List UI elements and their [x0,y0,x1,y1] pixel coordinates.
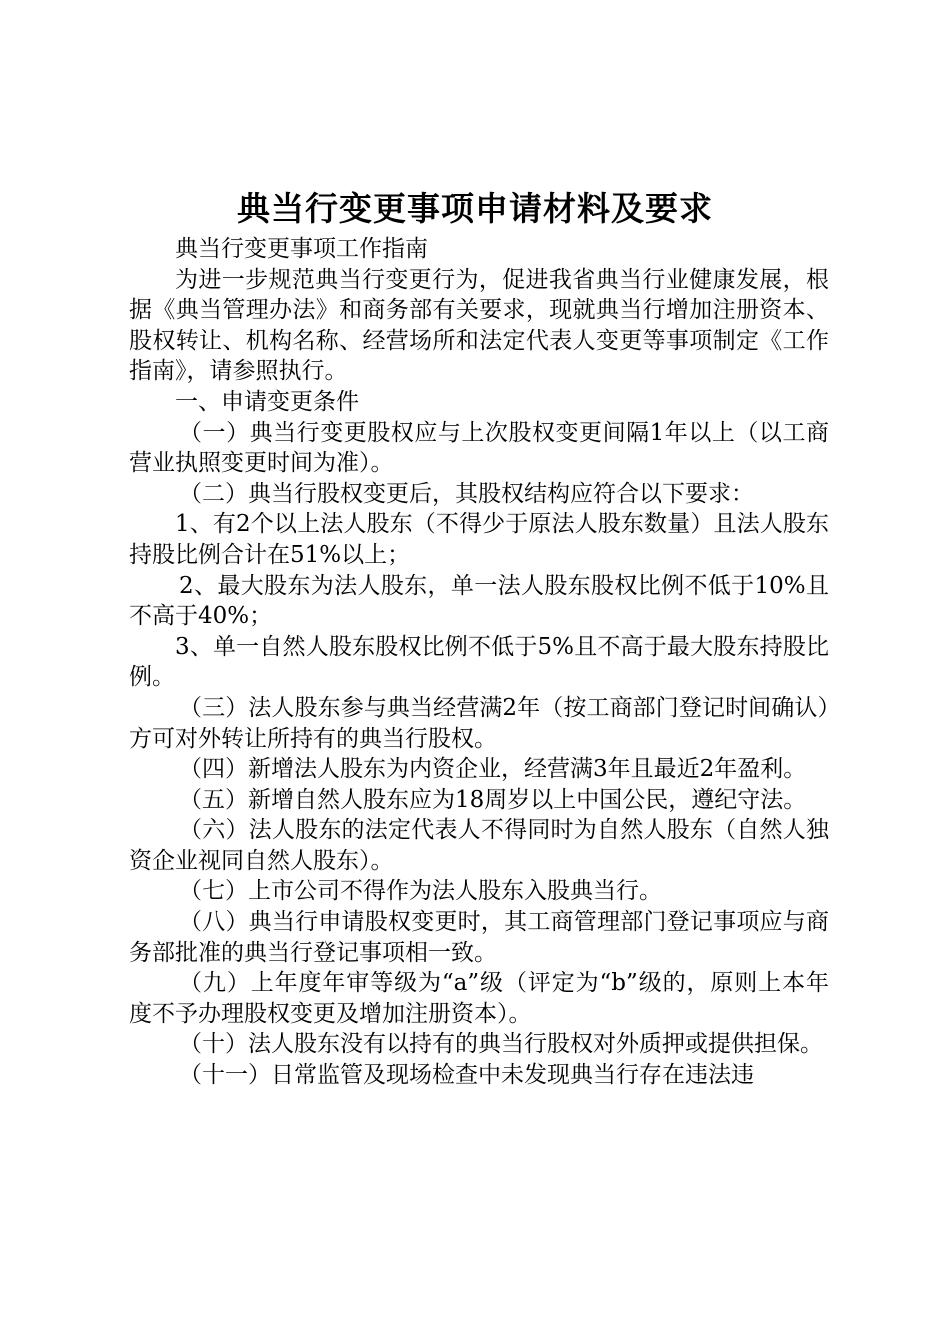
paragraph-condition-8: （八）典当行申请股权变更时，其工商管理部门登记事项应与商务部批准的典当行登记事项相一致。 [129,909,829,966]
paragraph-condition-4: （四）新增法人股东为内资企业，经营满3年且最近2年盈利。 [179,756,807,783]
paragraph-condition-3: （三）法人股东参与典当经营满2年（按工商部门登记时间确认）方可对外转让所持有的典当行股权。 [129,694,829,752]
paragraph-condition-2: （二）典当行股权变更后，其股权结构应符合以下要求： [179,480,754,507]
paragraph-condition-7: （七）上市公司不得作为法人股东入股典当行。 [179,878,662,905]
paragraph-condition-11: （十一）日常监管及现场检查中未发现典当行存在违法违 [179,1062,754,1089]
paragraph-condition-2-item-2: 2、最大股东为法人股东，单一法人股东股权比例不低于10%且不高于40%； [129,572,829,630]
paragraph-intro: 为进一步规范典当行变更行为，促进我省典当行业健康发展，根据《典当管理办法》和商务部有关要求，现就典当行增加注册资本、股权转让、机构名称、经营场所和法定代表人变更等事项制定《工作指南》，请参照执行。 [129,266,829,385]
document-title: 典当行变更事项申请材料及要求 [237,189,713,228]
paragraph-condition-1: （一）典当行变更股权应与上次股权变更间隔1年以上（以工商营业执照变更时间为准）。 [129,419,829,477]
paragraph-subtitle: 典当行变更事项工作指南 [175,236,428,262]
paragraph-condition-6: （六）法人股东的法定代表人不得同时为自然人股东（自然人独资企业视同自然人股东）。 [129,817,829,874]
paragraph-condition-5: （五）新增自然人股东应为18周岁以上中国公民，遵纪守法。 [179,786,807,813]
section-heading-conditions: 一、申请变更条件 [175,388,359,415]
paragraph-condition-2-item-1: 1、有2个以上法人股东（不得少于原法人股东数量）且法人股东持股比例合计在51%以上； [129,511,829,568]
document-body [129,234,829,1091]
paragraph-condition-10: （十）法人股东没有以持有的典当行股权对外质押或提供担保。 [179,1031,823,1058]
paragraph-condition-2-item-3: 3、单一自然人股东股权比例不低于5%且不高于最大股东持股比例。 [129,633,829,691]
paragraph-condition-9: （九）上年度年审等级为“a”级（评定为“b”级的，原则上本年度不予办理股权变更及增加注册资本）。 [129,970,829,1027]
